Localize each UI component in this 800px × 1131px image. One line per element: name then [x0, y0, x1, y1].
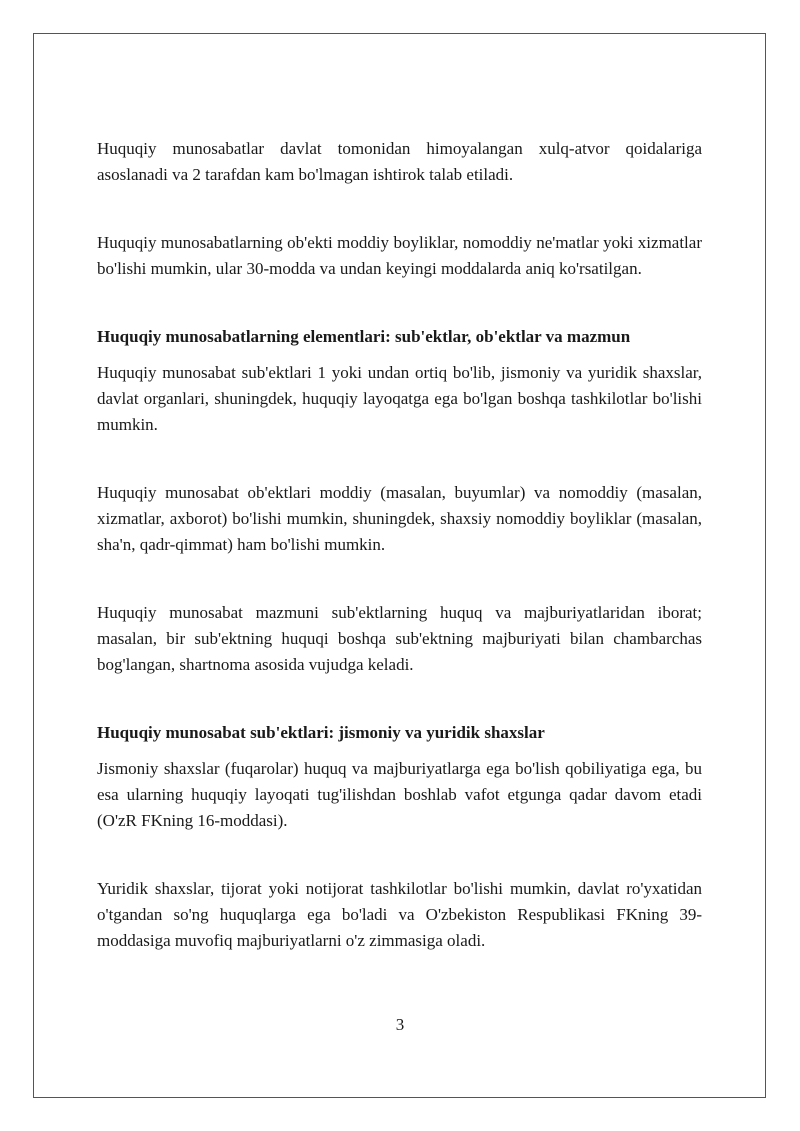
spacer: [97, 282, 702, 324]
paragraph-legal-relations-object: Huquqiy munosabatlarning ob'ekti moddiy boyliklar, nomoddiy ne'matlar yoki xizmatlar bo'lishi mumkin, ular 30-modda va undan keyingi moddalarda aniq ko'rsatilgan.: [97, 233, 702, 278]
section-heading-elements: Huquqiy munosabatlarning elementlari: sub'ektlar, ob'ektlar va mazmun: [97, 327, 631, 346]
spacer: [97, 188, 702, 230]
paragraph-objects: Huquqiy munosabat ob'ektlari moddiy (masalan, buyumlar) va nomoddiy (masalan, xizmatlar, axborot) bo'lishi mumkin, shuningdek, shaxsiy nomoddiy boyliklar (masalan, sha'n, qadr-qimmat) ham bo'lishi mumkin.: [97, 483, 702, 554]
paragraph-legal-entities: Yuridik shaxslar, tijorat yoki notijorat tashkilotlar bo'lishi mumkin, davlat ro'yxatidan o'tgandan so'ng huquqlarga ega bo'ladi va O'zbekiston Respublikasi FKning 39-moddasiga muvofiq majburiyatlarni o'z zimmasiga oladi.: [97, 879, 702, 950]
spacer: [97, 558, 702, 600]
paragraph-legal-relations-basis: Huquqiy munosabatlar davlat tomonidan himoyalangan xulq-atvor qoidalariga asoslanadi va 2 tarafdan kam bo'lmagan ishtirok talab etiladi.: [97, 139, 702, 184]
section-heading-subjects: Huquqiy munosabat sub'ektlari: jismoniy va yuridik shaxslar: [97, 723, 545, 742]
page-number: 3: [395, 1015, 405, 1034]
paragraph-subjects: Huquqiy munosabat sub'ektlari 1 yoki undan ortiq bo'lib, jismoniy va yuridik shaxslar, davlat organlari, shuningdek, huquqiy layoqatga ega bo'lgan boshqa tashkilotlar bo'lishi mumkin.: [97, 363, 702, 434]
spacer: [97, 746, 702, 756]
spacer: [97, 678, 702, 720]
spacer: [97, 350, 702, 360]
page-content: [97, 136, 702, 954]
spacer: [97, 834, 702, 876]
paragraph-content: Huquqiy munosabat mazmuni sub'ektlarning huquq va majburiyatlaridan iborat; masalan, bir sub'ektning huquqi boshqa sub'ektning majburiyati bilan chambarchas bog'langan, shartnoma asosida vujudga keladi.: [97, 603, 702, 674]
spacer: [97, 438, 702, 480]
paragraph-natural-persons: Jismoniy shaxslar (fuqarolar) huquq va majburiyatlarga ega bo'lish qobiliyatiga ega, bu esa ularning huquqiy layoqati tug'ilishdan boshlab vafot etgunga qadar davom etadi (O'zR FKning 16-moddasi).: [97, 759, 702, 830]
